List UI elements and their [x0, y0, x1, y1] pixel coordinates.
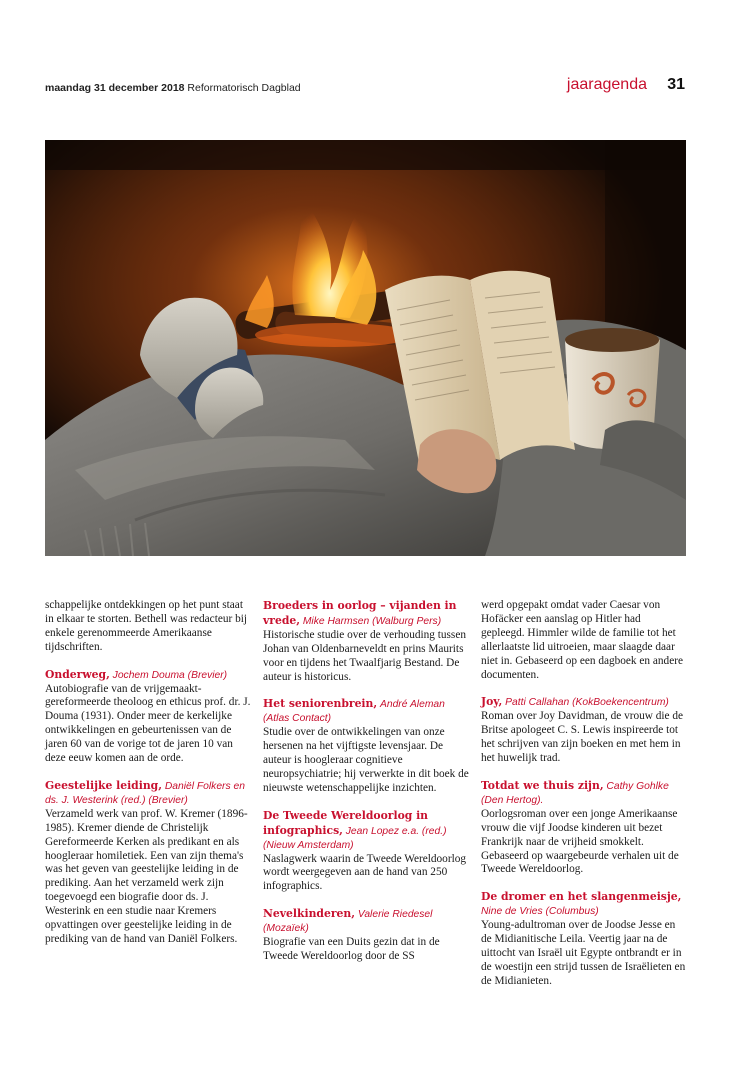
- book-author: Patti Callahan (KokBoekencentrum): [505, 697, 669, 709]
- entry-heading: [45, 779, 251, 808]
- list-item: [481, 779, 687, 877]
- entry-heading: [481, 890, 687, 919]
- book-title: Het seniorenbrein,: [263, 697, 378, 711]
- book-title: De dromer en het slangenmeisje,: [481, 890, 682, 904]
- fireplace-photo: [45, 140, 686, 556]
- entry-heading: [481, 695, 687, 710]
- list-item: [263, 809, 469, 894]
- header-publication: Reformatorisch Dagblad: [187, 82, 301, 94]
- book-author: Valerie Riedesel (Mozaïek): [263, 909, 433, 935]
- list-item: [263, 697, 469, 795]
- entry-body: Roman over Joy Davidman, de vrouw die de Britse apologeet C. S. Lewis inspireerde tot het schrijven van zijn boeken en met hem in het huwelijk trad.: [481, 710, 684, 765]
- entry-heading: [45, 668, 251, 683]
- book-author: André Aleman (Atlas Contact): [263, 699, 445, 725]
- entry-heading: [263, 599, 469, 629]
- entry-body: Autobiografie van de vrijgemaakt-gereformeerde theoloog en ethicus prof. dr. J. Douma (1931). Onder meer de kerkelijke ontwikkelingen en gebeurtenissen van de jaren 60 van de vorige tot de jaren 10 van deze eeuw komen aan de orde.: [45, 682, 251, 765]
- entry-body: Young-adultroman over de Joodse Jesse en de Midianitische Leila. Veertig jaar na de uittocht van Israël uit Egypte ontbrandt er in de woestijn een strijd tussen de Israëlieten en de Midianieten.: [481, 919, 686, 987]
- list-item: [45, 599, 251, 655]
- page-header: [45, 76, 685, 98]
- entry-body: Verzameld werk van prof. W. Kremer (1896-1985). Kremer diende de Christelijk Gereformeerde Kerken als predikant en als hoogleraar homiletiek. Een van zijn thema's was het geven van geestelijke leiding in de prediking. Aan het verzameld werk zijn toegevoegd een biografie door ds. J. Westerink en een studie naar Kremers opvattingen over geestelijke leiding in de prediking van de hand van Daniël Folkers.: [45, 807, 248, 945]
- entry-heading: [263, 809, 469, 853]
- list-item: [481, 890, 687, 988]
- book-title: Nevelkinderen,: [263, 907, 356, 921]
- header-date-line: [45, 82, 301, 94]
- list-item: [45, 668, 251, 766]
- list-item: [263, 599, 469, 684]
- list-item: [481, 695, 687, 766]
- entry-body: Oorlogsroman over een jonge Amerikaanse vrouw die vijf Joodse kinderen uit bezet Frankrijk naar de vrijheid smokkelt. Gebaseerd op waargebeurde verhalen uit de Tweede Wereldoorlog.: [481, 807, 679, 876]
- entry-heading: [481, 779, 687, 808]
- header-section: jaaragenda: [566, 76, 647, 93]
- entry-body: werd opgepakt omdat vader Caesar von Hofäcker een aanslag op Hitler had gepleegd. Himmler wilde de familie tot het allerlaatste lid uitroeien, maar slaagde daar niet in. Gebaseerd op een dagboek en andere documenten.: [481, 599, 683, 681]
- book-author: Nine de Vries (Columbus): [481, 906, 599, 918]
- book-author: Mike Harmsen (Walburg Pers): [302, 615, 442, 627]
- book-title: Joy,: [481, 695, 503, 709]
- book-title: Geestelijke leiding,: [45, 778, 162, 792]
- book-author: Daniël Folkers en ds. J. Westerink (red.) (Brevier): [45, 780, 245, 806]
- book-author: Jochem Douma (Brevier): [112, 669, 228, 681]
- entry-heading: [263, 907, 469, 936]
- entry-body: Biografie van een Duits gezin dat in de Tweede Wereldoorlog door de SS: [263, 936, 440, 962]
- list-item: [263, 907, 469, 964]
- book-author: Cathy Gohlke (Den Hertog).: [481, 780, 669, 806]
- list-item: [481, 599, 687, 682]
- list-item: [45, 779, 251, 947]
- book-title: De Tweede Wereldoorlog in infographics,: [263, 808, 429, 837]
- book-title: Onderweg,: [45, 667, 110, 681]
- header-date: maandag 31 december 2018: [45, 82, 185, 94]
- entry-body: Studie over de ontwikkelingen van onze hersenen na het vijftigste levensjaar. De auteur is hoogleraar cognitieve neuropsychiatrie; hij verwerkte in dit boek de nieuwste wetenschappelijke inzichten.: [263, 726, 469, 794]
- entry-body: schappelijke ontdekkingen op het punt staat in elkaar te storten. Bethell was redacteur bij enkele gerenommeerde Amerikaanse tijdschriften.: [45, 599, 248, 653]
- book-author: Jean Lopez e.a. (red.) (Nieuw Amsterdam): [263, 825, 447, 851]
- book-title: Broeders in oorlog – vijanden in vrede,: [263, 599, 457, 627]
- entry-heading: [263, 697, 469, 726]
- page-number: 31: [667, 76, 685, 93]
- column-1: [45, 599, 251, 947]
- column-2: [263, 599, 469, 964]
- entry-body: Historische studie over de verhouding tussen Johan van Oldenbarneveldt en prins Maurits voor en tijdens het Twaalfjarig Bestand. De auteur is historicus.: [263, 628, 466, 683]
- column-3: [481, 599, 687, 989]
- book-title: Totdat we thuis zijn,: [481, 778, 604, 792]
- entry-body: Naslagwerk waarin de Tweede Wereldoorlog wordt weergegeven aan de hand van 250 infographics.: [263, 852, 467, 893]
